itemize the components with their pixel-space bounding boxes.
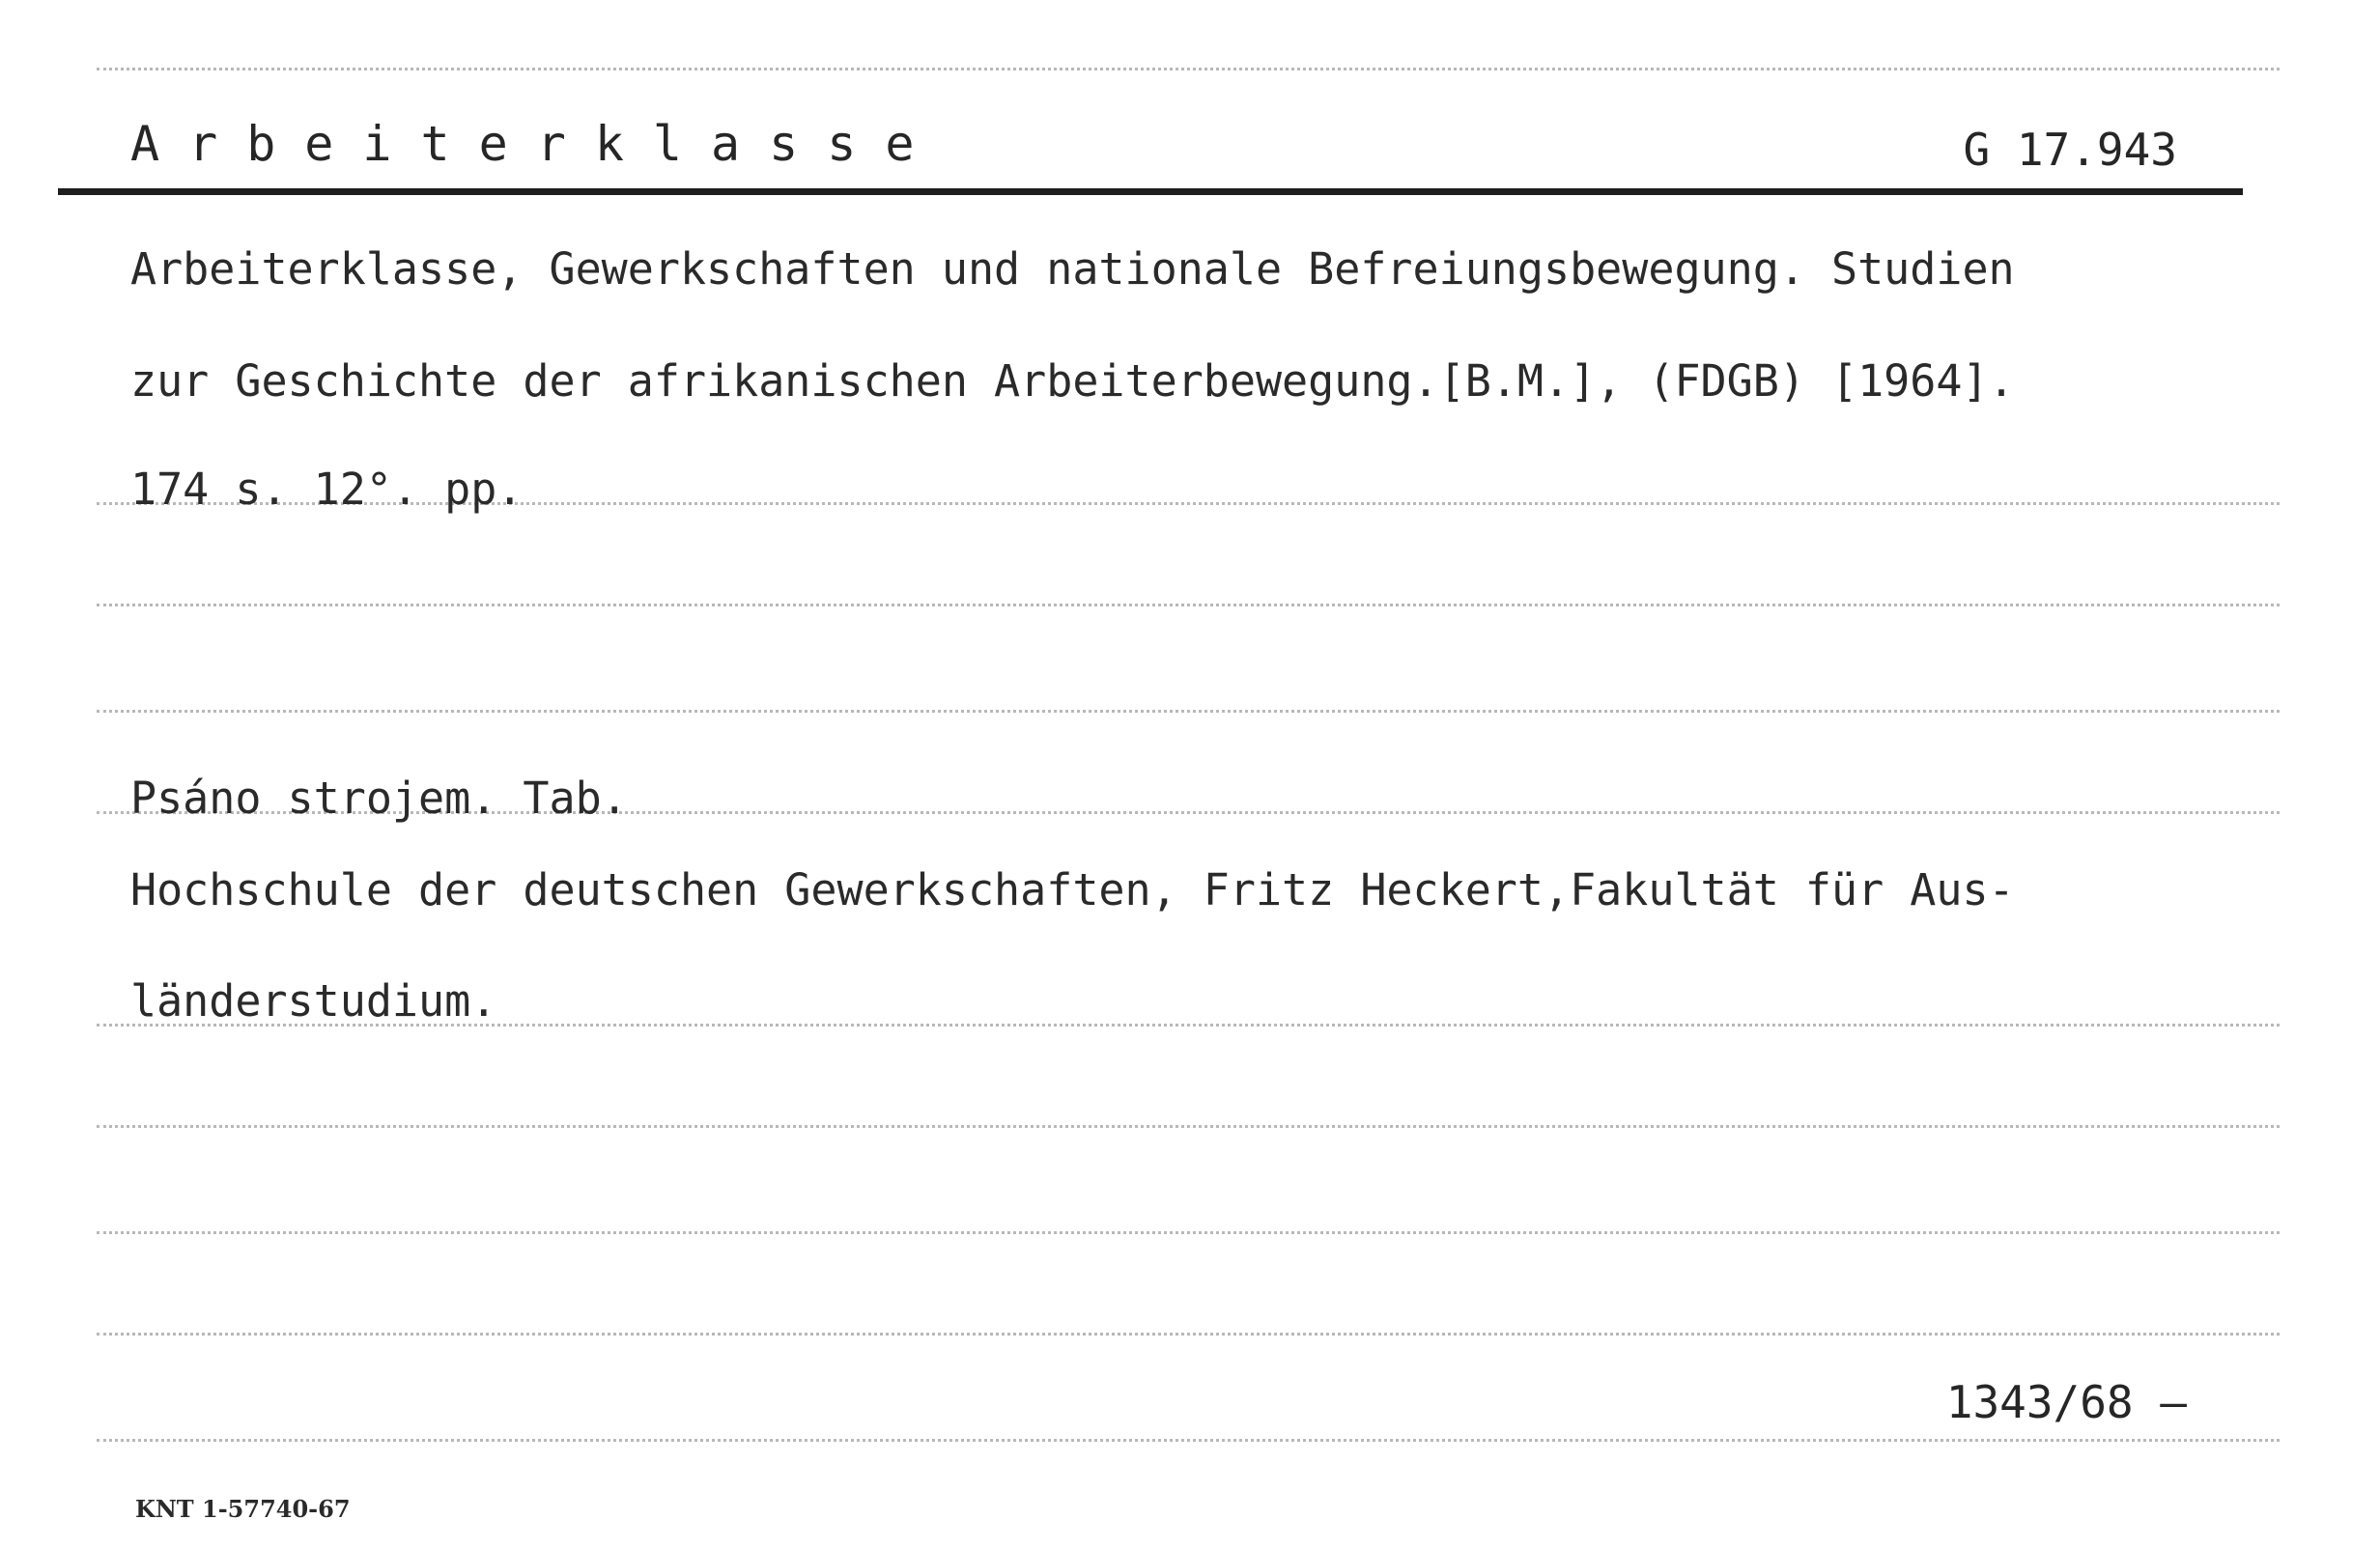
heading-divider [58, 188, 2243, 195]
note-line: Psáno strojem. Tab. [130, 773, 628, 824]
ruled-line [97, 604, 2280, 606]
card-heading: Arbeiterklasse [130, 116, 944, 172]
ruled-line [97, 1333, 2280, 1336]
note-line: Hochschule der deutschen Gewerkschaften, Fritz Heckert,Fakultät für Aus- [130, 864, 2015, 915]
accession-number: 1343/68 — [1945, 1376, 2187, 1428]
printer-mark: KNT 1-57740-67 [135, 1495, 351, 1523]
description-line: 174 s. 12°. pp. [130, 464, 524, 515]
description-line: zur Geschichte der afrikanischen Arbeiterbewegung.[B.M.], (FDGB) [1964]. [130, 355, 2015, 407]
call-number: G 17.943 [1963, 124, 2177, 176]
ruled-line [97, 1439, 2280, 1442]
note-line: länderstudium. [130, 975, 497, 1027]
ruled-line [97, 68, 2280, 70]
ruled-line [97, 1231, 2280, 1234]
description-line: Arbeiterklasse, Gewerkschaften und nationale Befreiungsbewegung. Studien [130, 243, 2015, 295]
ruled-line [97, 710, 2280, 713]
ruled-line [97, 1125, 2280, 1128]
